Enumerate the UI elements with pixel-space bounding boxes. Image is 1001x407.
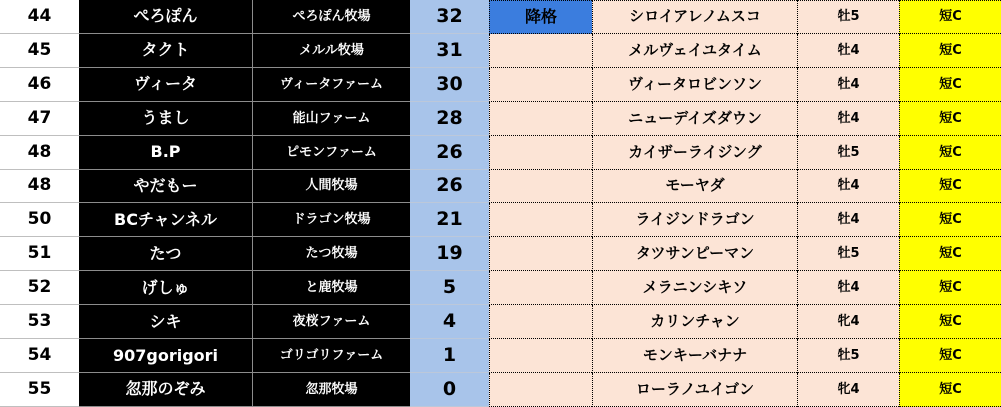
sex-age-cell[interactable]: 牡4 [797, 102, 899, 136]
rank-cell[interactable]: 50 [0, 203, 79, 237]
rank-cell[interactable]: 44 [0, 0, 79, 34]
class-cell[interactable]: 短C [899, 102, 1001, 136]
owner-name-cell[interactable]: BCチャンネル [79, 203, 252, 237]
owner-name-cell[interactable]: たつ [79, 237, 252, 271]
class-cell[interactable]: 短C [899, 339, 1001, 373]
horse-name-cell[interactable]: カイザーライジング [592, 136, 797, 170]
status-cell[interactable]: 降格 [489, 0, 592, 34]
horse-name-cell[interactable]: タツサンピーマン [592, 237, 797, 271]
sex-age-cell[interactable]: 牡4 [797, 203, 899, 237]
rank-cell[interactable]: 47 [0, 102, 79, 136]
horse-name-cell[interactable]: ニューデイズダウン [592, 102, 797, 136]
sex-age-cell[interactable]: 牝4 [797, 305, 899, 339]
owner-name-cell[interactable]: うまし [79, 102, 252, 136]
owner-name-cell[interactable]: タクト [79, 34, 252, 68]
points-cell[interactable]: 21 [410, 203, 489, 237]
farm-name-cell[interactable]: メルル牧場 [252, 34, 410, 68]
owner-name-cell[interactable]: やだもー [79, 170, 252, 204]
points-cell[interactable]: 19 [410, 237, 489, 271]
status-cell[interactable] [489, 271, 592, 305]
rank-cell[interactable]: 48 [0, 170, 79, 204]
class-cell[interactable]: 短C [899, 136, 1001, 170]
farm-name-cell[interactable]: ぺろぽん牧場 [252, 0, 410, 34]
horse-name-cell[interactable]: メラニンシキソ [592, 271, 797, 305]
horse-name-cell[interactable]: ヴィータロビンソン [592, 68, 797, 102]
status-cell[interactable] [489, 68, 592, 102]
status-cell[interactable] [489, 305, 592, 339]
sex-age-cell[interactable]: 牡5 [797, 339, 899, 373]
farm-name-cell[interactable]: ゴリゴリファーム [252, 339, 410, 373]
sex-age-cell[interactable]: 牡4 [797, 68, 899, 102]
points-cell[interactable]: 5 [410, 271, 489, 305]
horse-name-cell[interactable]: カリンチャン [592, 305, 797, 339]
rank-cell[interactable]: 45 [0, 34, 79, 68]
sex-age-cell[interactable]: 牡5 [797, 237, 899, 271]
rank-cell[interactable]: 52 [0, 271, 79, 305]
class-cell[interactable]: 短C [899, 68, 1001, 102]
status-cell[interactable] [489, 34, 592, 68]
rank-cell[interactable]: 46 [0, 68, 79, 102]
farm-name-cell[interactable]: ピモンファーム [252, 136, 410, 170]
farm-name-cell[interactable]: たつ牧場 [252, 237, 410, 271]
horse-name-cell[interactable]: モーヤダ [592, 170, 797, 204]
sex-age-cell[interactable]: 牡4 [797, 271, 899, 305]
owner-name-cell[interactable]: げしゅ [79, 271, 252, 305]
class-cell[interactable]: 短C [899, 305, 1001, 339]
status-cell[interactable] [489, 170, 592, 204]
sex-age-cell[interactable]: 牝4 [797, 373, 899, 407]
points-cell[interactable]: 30 [410, 68, 489, 102]
sex-age-cell[interactable]: 牡4 [797, 34, 899, 68]
points-cell[interactable]: 0 [410, 373, 489, 407]
owner-name-cell[interactable]: 907gorigori [79, 339, 252, 373]
farm-name-cell[interactable]: ヴィータファーム [252, 68, 410, 102]
class-cell[interactable]: 短C [899, 34, 1001, 68]
horse-name-cell[interactable]: モンキーバナナ [592, 339, 797, 373]
rank-cell[interactable]: 55 [0, 373, 79, 407]
status-cell[interactable] [489, 136, 592, 170]
farm-name-cell[interactable]: 能山ファーム [252, 102, 410, 136]
owner-name-cell[interactable]: ぺろぽん [79, 0, 252, 34]
status-cell[interactable] [489, 237, 592, 271]
sex-age-cell[interactable]: 牡5 [797, 0, 899, 34]
owner-name-cell[interactable]: ヴィータ [79, 68, 252, 102]
points-cell[interactable]: 26 [410, 170, 489, 204]
points-cell[interactable]: 31 [410, 34, 489, 68]
points-cell[interactable]: 28 [410, 102, 489, 136]
class-cell[interactable]: 短C [899, 237, 1001, 271]
rank-cell[interactable]: 54 [0, 339, 79, 373]
horse-name-cell[interactable]: ローラノユイゴン [592, 373, 797, 407]
status-cell[interactable] [489, 102, 592, 136]
farm-name-cell[interactable]: と鹿牧場 [252, 271, 410, 305]
status-cell[interactable] [489, 373, 592, 407]
class-cell[interactable]: 短C [899, 203, 1001, 237]
farm-name-cell[interactable]: 忽那牧場 [252, 373, 410, 407]
horse-name-cell[interactable]: メルヴェイユタイム [592, 34, 797, 68]
sex-age-cell[interactable]: 牡4 [797, 170, 899, 204]
rank-cell[interactable]: 48 [0, 136, 79, 170]
class-cell[interactable]: 短C [899, 0, 1001, 34]
status-cell[interactable] [489, 203, 592, 237]
points-cell[interactable]: 26 [410, 136, 489, 170]
horse-name-cell[interactable]: ライジンドラゴン [592, 203, 797, 237]
points-cell[interactable]: 1 [410, 339, 489, 373]
class-cell[interactable]: 短C [899, 170, 1001, 204]
owner-name-cell[interactable]: 忽那のぞみ [79, 373, 252, 407]
points-cell[interactable]: 32 [410, 0, 489, 34]
status-cell[interactable] [489, 339, 592, 373]
owner-name-cell[interactable]: シキ [79, 305, 252, 339]
horse-name-cell[interactable]: シロイアレノムスコ [592, 0, 797, 34]
rank-cell[interactable]: 53 [0, 305, 79, 339]
class-cell[interactable]: 短C [899, 271, 1001, 305]
farm-name-cell[interactable]: 人間牧場 [252, 170, 410, 204]
rank-cell[interactable]: 51 [0, 237, 79, 271]
farm-name-cell[interactable]: ドラゴン牧場 [252, 203, 410, 237]
sex-age-cell[interactable]: 牡5 [797, 136, 899, 170]
farm-name-cell[interactable]: 夜桜ファーム [252, 305, 410, 339]
points-cell[interactable]: 4 [410, 305, 489, 339]
class-cell[interactable]: 短C [899, 373, 1001, 407]
owner-name-cell[interactable]: B.P [79, 136, 252, 170]
